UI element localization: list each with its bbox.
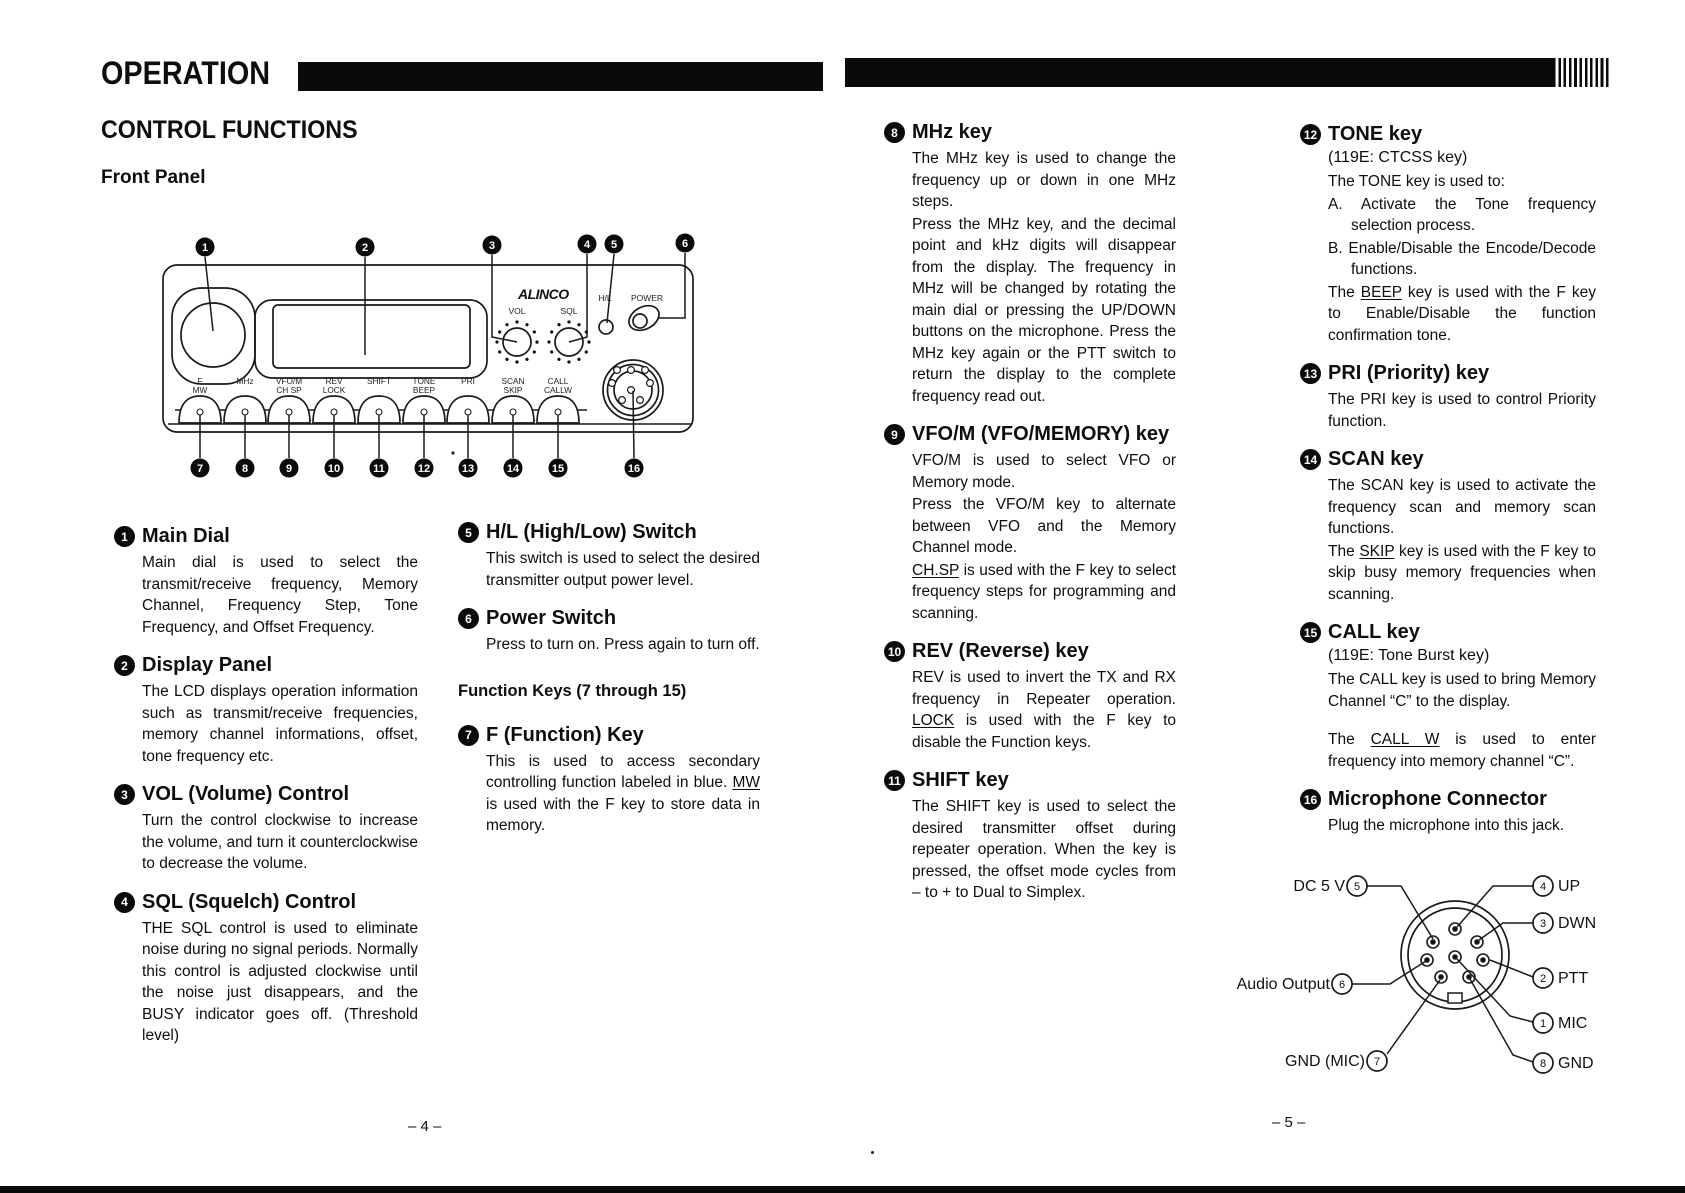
- svg-text:CALL: CALL: [547, 376, 569, 386]
- paragraph: [1328, 669, 1596, 712]
- svg-text:UP: UP: [1558, 878, 1581, 895]
- svg-text:SCAN: SCAN: [501, 376, 525, 386]
- body-text: The SCAN key is used to activate the frequency scan and memory scan functions.: [1328, 477, 1596, 537]
- section-body: [912, 450, 1176, 624]
- section-heading: [458, 606, 760, 630]
- svg-text:PTT: PTT: [1558, 970, 1589, 987]
- section-body: [486, 634, 760, 656]
- section-title: F (Function) Key: [486, 723, 644, 746]
- section-heading: [1300, 787, 1596, 811]
- page-number-right: – 5 –: [1272, 1114, 1306, 1131]
- paragraph: [1328, 475, 1596, 540]
- callout-number-badge: 15: [1300, 622, 1321, 643]
- section-11: [884, 768, 1176, 904]
- svg-text:2: 2: [1539, 973, 1547, 985]
- paragraph: [912, 214, 1176, 408]
- svg-text:VFO/M: VFO/M: [275, 376, 303, 386]
- scan-artifact-dot: [871, 1151, 874, 1154]
- svg-text:TONE: TONE: [412, 376, 436, 386]
- svg-text:SHIFT: SHIFT: [367, 376, 391, 386]
- underlined-key-name: LOCK: [912, 712, 955, 729]
- section-heading: [114, 653, 418, 677]
- section-title: Power Switch: [486, 607, 617, 629]
- svg-text:5: 5: [1353, 881, 1361, 893]
- svg-text:15: 15: [551, 463, 565, 475]
- body-text: The MHz key is used to change the frequency up or down in one MHz steps.: [912, 150, 1176, 210]
- body-text: The LCD displays operation information such as transmit/receive frequencies, memory channel informations, offset, tone frequency etc.: [142, 683, 418, 765]
- section-9: [884, 422, 1176, 624]
- section-1: [114, 524, 418, 638]
- callout-number-badge: 11: [884, 770, 905, 791]
- paragraph: [486, 751, 760, 837]
- svg-text:MIC: MIC: [1558, 1015, 1588, 1032]
- section-heading: [458, 520, 760, 544]
- svg-text:F: F: [197, 376, 203, 386]
- body-text: Turn the control clockwise to increase the volume, and turn it counterclockwise to decrease the volume.: [142, 812, 418, 872]
- body-text: Press to turn on. Press again to turn off.: [486, 636, 760, 653]
- svg-text:MHz: MHz: [236, 376, 254, 386]
- svg-text:1: 1: [1539, 1018, 1547, 1030]
- underlined-key-name: MW: [732, 774, 760, 791]
- section-heading: [1300, 361, 1596, 385]
- front-panel-diagram: [150, 215, 710, 480]
- section-heading: [1300, 620, 1596, 644]
- function-button-labels: [193, 376, 573, 395]
- section-heading: [884, 422, 1176, 446]
- svg-text:GND: GND: [1558, 1055, 1594, 1072]
- svg-text:7: 7: [196, 463, 204, 475]
- callout-number-badge: 3: [114, 784, 135, 805]
- hl-label: H/L: [598, 293, 612, 303]
- callout-number-badge: 14: [1300, 449, 1321, 470]
- svg-text:5: 5: [610, 239, 618, 251]
- svg-text:DWN: DWN: [1558, 915, 1597, 932]
- paragraph: [142, 918, 418, 1047]
- section-4: [114, 890, 418, 1047]
- section-heading: [884, 120, 1176, 144]
- section-title: Display Panel: [142, 654, 273, 676]
- section-body: [1328, 815, 1596, 837]
- svg-text:2: 2: [361, 242, 369, 254]
- section-title: CALL key: [1328, 621, 1420, 643]
- header-rule-stripes: [1553, 58, 1609, 87]
- pinout-left-labels: [1237, 876, 1387, 1071]
- body-text: is used to enter frequency into memory channel “C”.: [1328, 731, 1596, 770]
- section-5: [458, 520, 760, 591]
- section-title: VFO/M (VFO/MEMORY) key: [912, 423, 1170, 445]
- main-dial[interactable]: [172, 288, 255, 384]
- body-text: Press the VFO/M key to alternate between VFO and the Memory Channel mode.: [912, 496, 1176, 556]
- callouts-bottom: [191, 459, 644, 478]
- section-heading: [884, 768, 1176, 792]
- section-heading: [884, 639, 1176, 663]
- subsection-heading: Front Panel: [101, 167, 206, 188]
- keying-notch: [1448, 993, 1462, 1003]
- body-text: is used with the F key to select frequency steps for programming and scanning.: [912, 561, 1176, 622]
- body-text: VFO/M is used to select VFO or Memory mode.: [912, 452, 1176, 491]
- paragraph: [912, 560, 1176, 625]
- svg-text:11: 11: [373, 463, 385, 475]
- section-title: SHIFT key: [912, 769, 1009, 791]
- section-title: SQL (Squelch) Control: [142, 890, 357, 913]
- mic-pinout-diagram: [1205, 858, 1615, 1093]
- section-title: Main Dial: [142, 525, 230, 547]
- body-text: The: [1328, 731, 1371, 748]
- body-text: A. Activate the Tone frequency selection process.: [1328, 195, 1596, 234]
- svg-text:MW: MW: [192, 385, 208, 395]
- svg-text:PRI: PRI: [461, 376, 475, 386]
- section-12: [1300, 122, 1596, 346]
- power-label: POWER: [630, 293, 664, 303]
- body-text: B. Enable/Disable the Encode/Decode functions.: [1328, 239, 1596, 278]
- svg-text:BEEP: BEEP: [412, 385, 436, 395]
- paragraph: [1328, 238, 1596, 281]
- svg-text:12: 12: [417, 463, 431, 475]
- callout-number-badge: 13: [1300, 363, 1321, 384]
- paragraph: [1328, 282, 1596, 347]
- section-2: [114, 653, 418, 767]
- body-text: is used with the F key to disable the Function keys.: [912, 712, 1176, 751]
- lcd-display: [255, 300, 487, 378]
- body-text: Press the MHz key, and the decimal point and kHz digits will disappear from the display. The frequency in MHz will be changed by rotating the main dial or pressing the UP/DOWN buttons on the microphone. Press the MHz key again or the PTT switch to return the display to the complete frequency read out.: [912, 215, 1176, 405]
- callout-number-badge: 8: [884, 122, 905, 143]
- body-text: key is used with the F key to skip busy memory frequencies when scanning.: [1328, 542, 1596, 603]
- scan-artifact-dot: [451, 451, 454, 454]
- section-3: [114, 782, 418, 875]
- body-text: Main dial is used to select the transmit/receive frequency, Memory Channel, Frequency Step, Tone Frequency, and Offset Frequency.: [142, 554, 418, 636]
- svg-text:REV: REV: [325, 376, 343, 386]
- plug-pins: [1421, 923, 1489, 983]
- svg-text:CH SP: CH SP: [276, 385, 302, 395]
- callout-number-badge: 5: [458, 522, 479, 543]
- underlined-key-name: BEEP: [1360, 283, 1402, 301]
- svg-text:10: 10: [327, 463, 341, 475]
- section-body: [142, 810, 418, 875]
- callout-number-badge: 7: [458, 725, 479, 746]
- section-7: [458, 723, 760, 837]
- section-body: [486, 548, 760, 591]
- svg-text:9: 9: [285, 463, 293, 475]
- svg-text:CALLW: CALLW: [544, 385, 572, 395]
- paragraph: [1328, 541, 1596, 606]
- section-body: [142, 918, 418, 1047]
- page-number-left: – 4 –: [408, 1118, 442, 1135]
- power-button[interactable]: [625, 301, 664, 335]
- section-16: [1300, 787, 1596, 837]
- section-body: [912, 148, 1176, 407]
- paragraph: [1328, 194, 1596, 237]
- svg-text:6: 6: [681, 238, 689, 250]
- body-text: REV is used to invert the TX and RX frequency in Repeater operation.: [912, 669, 1176, 708]
- svg-text:DC 5 V: DC 5 V: [1293, 878, 1345, 895]
- svg-text:1: 1: [201, 242, 209, 254]
- section-title: MHz key: [912, 121, 993, 143]
- paragraph: [1328, 729, 1596, 772]
- callout-number-badge: 16: [1300, 789, 1321, 810]
- body-text: The: [1328, 542, 1360, 560]
- text-column-left-1: [114, 524, 418, 1062]
- body-text: Plug the microphone into this jack.: [1328, 817, 1565, 834]
- section-heading: CONTROL FUNCTIONS: [101, 116, 358, 144]
- paragraph: [912, 667, 1176, 753]
- section-subtitle: (119E: CTCSS key): [1328, 149, 1468, 166]
- section-heading: [1300, 122, 1596, 146]
- paragraph: [1328, 171, 1596, 193]
- svg-text:7: 7: [1373, 1056, 1381, 1068]
- header-rule-left: [298, 62, 823, 91]
- callout-number-badge: 9: [884, 424, 905, 445]
- callouts-top: [196, 234, 695, 257]
- svg-text:14: 14: [506, 463, 520, 475]
- section-title: TONE key: [1328, 123, 1423, 145]
- paragraph: [912, 494, 1176, 559]
- svg-text:8: 8: [1539, 1058, 1547, 1070]
- underlined-key-name: CALL W: [1370, 731, 1440, 748]
- page-title: OPERATION: [101, 55, 271, 91]
- callout-number-badge: 1: [114, 526, 135, 547]
- paragraph: [912, 450, 1176, 493]
- body-text: key is used with the F key to Enable/Disable the function confirmation tone.: [1328, 283, 1596, 344]
- section-6: [458, 606, 760, 656]
- body-text: The SHIFT key is used to select the desired transmitter offset during repeater operation. When the key is pressed, the offset mode cycles from – to + to Dual to Simplex.: [912, 798, 1176, 901]
- paragraph: [912, 796, 1176, 904]
- sql-label: SQL: [560, 306, 578, 316]
- svg-text:3: 3: [1539, 918, 1547, 930]
- callout-number-badge: 6: [458, 608, 479, 629]
- section-heading: [114, 890, 418, 914]
- body-text: The CALL key is used to bring Memory Channel “C” to the display.: [1328, 671, 1596, 710]
- paragraph: [1328, 815, 1596, 837]
- text-column-left-2: [458, 520, 760, 852]
- svg-text:8: 8: [241, 463, 249, 475]
- paragraph: [486, 548, 760, 591]
- section-body: [142, 552, 418, 638]
- pinout-right-labels: [1533, 876, 1596, 1073]
- callout-number-badge: 10: [884, 641, 905, 662]
- section-body: [1328, 171, 1596, 346]
- section-heading: [1300, 447, 1596, 471]
- svg-text:SKIP: SKIP: [503, 385, 523, 395]
- section-heading: [114, 782, 418, 806]
- underlined-key-name: CH.SP: [912, 561, 960, 579]
- body-text: The TONE key is used to:: [1328, 173, 1505, 190]
- section-13: [1300, 361, 1596, 432]
- svg-text:4: 4: [583, 239, 591, 251]
- function-keys-note: Function Keys (7 through 15): [458, 681, 687, 700]
- section-heading: [114, 524, 418, 548]
- header-rule-right: [845, 58, 1553, 87]
- section-title: Microphone Connector: [1328, 788, 1547, 810]
- text-column-right-1: [884, 120, 1176, 919]
- brand-logo: ALINCO: [518, 286, 569, 302]
- section-title: SCAN key: [1328, 448, 1424, 470]
- paragraph: [142, 552, 418, 638]
- section-body: [1328, 389, 1596, 432]
- section-body: [486, 751, 760, 837]
- mic-plug: [1401, 901, 1509, 1009]
- section-subtitle: (119E: Tone Burst key): [1328, 647, 1490, 664]
- section-body: [142, 681, 418, 767]
- svg-text:13: 13: [461, 463, 475, 475]
- section-title: PRI (Priority) key: [1328, 362, 1490, 384]
- text-column-right-2: [1300, 122, 1596, 852]
- section-8: [884, 120, 1176, 407]
- paragraph: [912, 148, 1176, 213]
- paragraph: [142, 681, 418, 767]
- paragraph: [142, 810, 418, 875]
- section-body: [1328, 475, 1596, 605]
- paragraph: [1328, 389, 1596, 432]
- section-14: [1300, 447, 1596, 605]
- callout-number-badge: 2: [114, 655, 135, 676]
- section-heading: [458, 723, 760, 747]
- section-title: H/L (High/Low) Switch: [486, 521, 697, 543]
- svg-text:6: 6: [1338, 979, 1346, 991]
- callout-number-badge: 12: [1300, 124, 1321, 145]
- paragraph: [486, 634, 760, 656]
- svg-text:Audio Output: Audio Output: [1236, 976, 1330, 993]
- svg-text:LOCK: LOCK: [322, 385, 346, 395]
- body-text: This is used to access secondary controlling function labeled in blue.: [486, 752, 760, 791]
- vol-label: VOL: [508, 306, 526, 316]
- svg-text:4: 4: [1539, 881, 1547, 893]
- section-title: REV (Reverse) key: [912, 640, 1089, 662]
- callout-number-badge: 4: [114, 892, 135, 913]
- body-text: THE SQL control is used to eliminate noise during no signal periods. Normally this control is adjusted clockwise until the noise just disappears, and the BUSY indicator goes off. (Threshold level): [142, 919, 418, 1044]
- underlined-key-name: SKIP: [1359, 542, 1395, 560]
- section-title: VOL (Volume) Control: [142, 783, 350, 805]
- page-bottom-rule: [0, 1186, 1685, 1193]
- svg-text:3: 3: [488, 240, 496, 252]
- body-text: This switch is used to select the desired transmitter output power level.: [486, 550, 760, 589]
- body-text: is used with the F key to store data in memory.: [486, 795, 760, 834]
- section-body: [1328, 669, 1596, 772]
- body-text: The PRI key is used to control Priority function.: [1328, 391, 1596, 430]
- section-15: [1300, 620, 1596, 772]
- svg-text:16: 16: [627, 463, 641, 475]
- body-text: The: [1328, 283, 1361, 301]
- svg-text:GND (MIC): GND (MIC): [1285, 1053, 1365, 1070]
- section-10: [884, 639, 1176, 753]
- hl-button[interactable]: [599, 320, 613, 334]
- section-body: [912, 796, 1176, 904]
- section-body: [912, 667, 1176, 753]
